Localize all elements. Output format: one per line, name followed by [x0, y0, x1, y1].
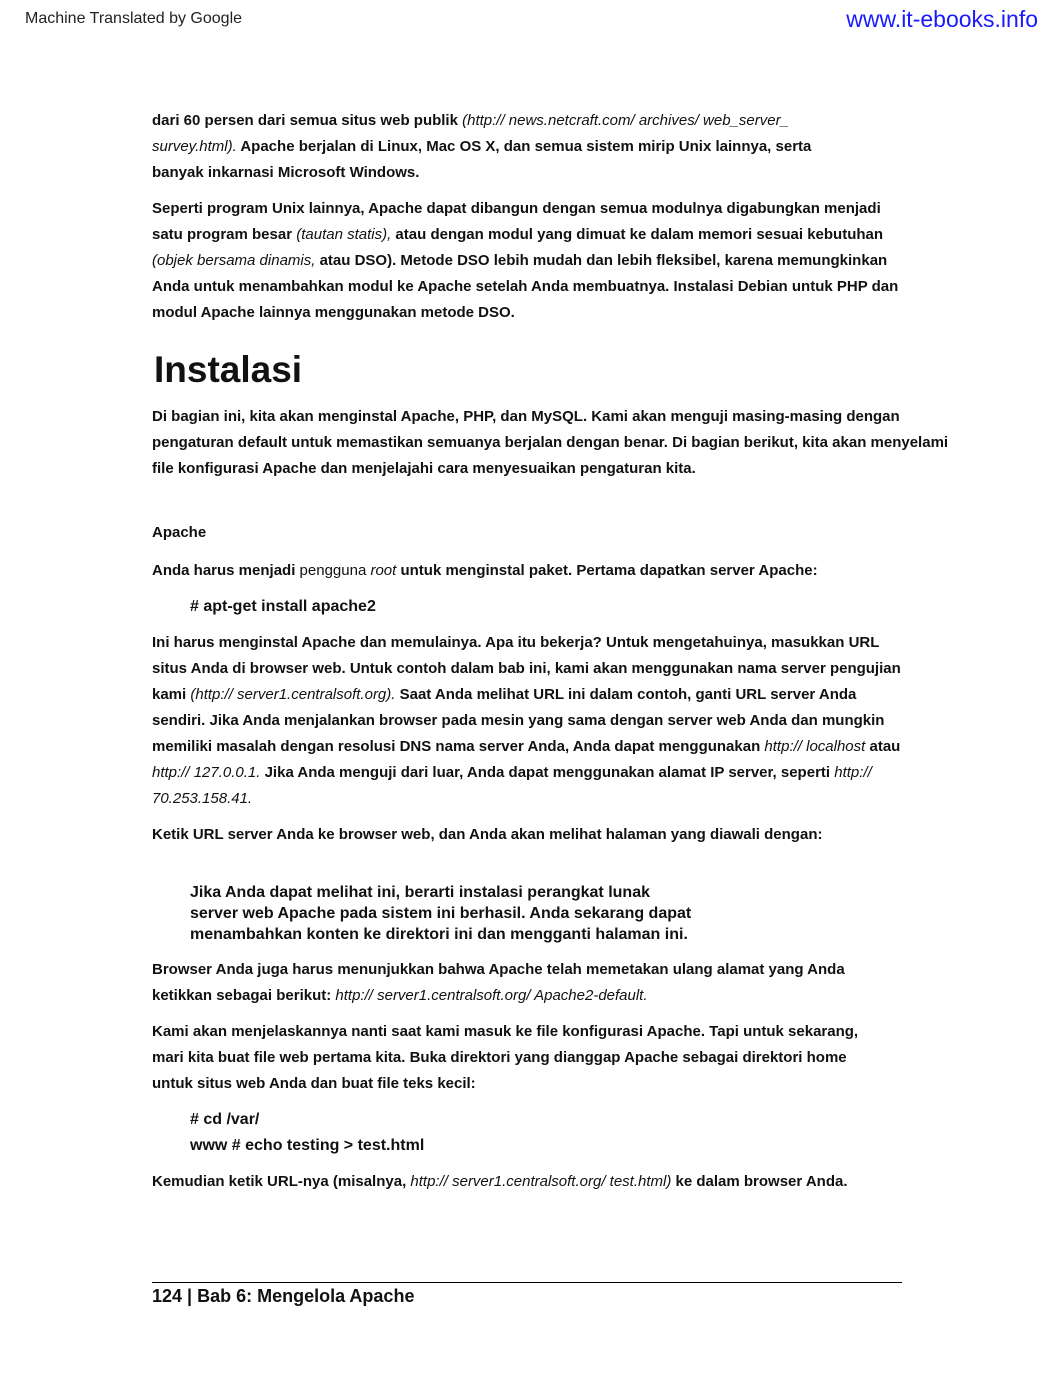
paragraph-3: Di bagian ini, kita akan menginstal Apache, PHP, dan MySQL. Kami akan menguji masing-masing dengan pengaturan default untuk memastikan semuanya berjalan dengan benar. Di bagian berikut, kita akan menyelami file konfigurasi Apache dan menjelajahi cara menyesuaikan pengaturan kita. [152, 408, 949, 477]
machine-translated-label: Machine Translated by Google [25, 10, 243, 27]
paragraph-9-italic: http:// server1.centralsoft.org/ test.html) [410, 1173, 672, 1190]
paragraph-4-text-b: untuk menginstal paket. Pertama dapatkan server Apache: [396, 562, 818, 579]
paragraph-2-text-a: Seperti program Unix lainnya, Apache dapat dibangun dengan semua modulnya digabungkan menjadi satu program besar [152, 200, 881, 243]
paragraph-5-text-a: Ini harus menginstal Apache dan memulainya. Apa itu bekerja? Untuk mengetahuinya, masukkan URL situs Anda di browser web. Untuk contoh dalam bab ini, kami akan menggunakan nama server pengujian kami [152, 634, 901, 703]
paragraph-4 [152, 558, 982, 584]
paragraph-5-italic-4: http:// 70.253.158.41. [152, 764, 872, 807]
paragraph-2-text-c: atau DSO). Metode DSO lebih mudah dan lebih fleksibel, karena memungkinkan Anda untuk menambahkan modul ke Apache setelah Anda membuatnya. Instalasi Debian untuk PHP dan modul Apache lainnya menggunakan metode DSO. [152, 252, 899, 321]
paragraph-6: Ketik URL server Anda ke browser web, dan Anda akan melihat halaman yang diawali dengan: [152, 826, 823, 843]
page-footer: 124 | Bab 6: Mengelola Apache [152, 1286, 415, 1306]
paragraph-5 [152, 630, 907, 812]
paragraph-5-italic-2: http:// localhost [764, 738, 866, 755]
code-block-2-line-2: www # echo testing > test.html [190, 1137, 425, 1154]
paragraph-7-text-a: Browser Anda juga harus menunjukkan bahwa Apache telah memetakan ulang alamat yang Anda ketikkan sebagai berikut: [152, 961, 845, 1004]
paragraph-1-text-a: dari 60 persen dari semua situs web publik [152, 112, 463, 129]
footer-divider [152, 1282, 902, 1283]
paragraph-2-italic-2: (objek bersama dinamis, [152, 252, 316, 269]
paragraph-7 [152, 957, 907, 1009]
netcraft-link: (http:// news.netcraft.com/ archives/ web_server_ survey.html). [152, 112, 789, 155]
paragraph-5-text-d: Jika Anda menguji dari luar, Anda dapat menggunakan alamat IP server, seperti [260, 764, 835, 781]
paragraph-5-italic-1: (http:// server1.centralsoft.org). [190, 686, 396, 703]
paragraph-5-text-b: Saat Anda melihat URL ini dalam contoh, ganti URL server Anda sendiri. Jika Anda menjalankan browser pada mesin yang sama dengan server web Anda dan mungkin memiliki masalah dengan resolusi DNS nama server Anda, Anda dapat menggunakan [152, 686, 885, 755]
subsection-heading: Apache [152, 524, 207, 541]
paragraph-2-text-b: atau dengan modul yang dimuat ke dalam memori sesuai kebutuhan [391, 226, 884, 243]
page-content [152, 108, 982, 1205]
paragraph-8: Kami akan menjelaskannya nanti saat kami masuk ke file konfigurasi Apache. Tapi untuk sekarang, mari kita buat file web pertama kita. Buka direktori yang dianggap Apache sebagai direktori home untuk situs web Anda dan buat file teks kecil: [152, 1023, 859, 1092]
paragraph-2-italic-1: (tautan statis), [296, 226, 392, 243]
quote-line-1: Jika Anda dapat melihat ini, berarti instalasi perangkat lunak [190, 884, 650, 901]
paragraph-4-text-a: Anda harus menjadi [152, 562, 300, 579]
paragraph-9 [152, 1169, 982, 1195]
code-block-1: # apt-get install apache2 [190, 598, 376, 615]
paragraph-4-plain: pengguna [299, 562, 371, 579]
it-ebooks-link[interactable]: www.it-ebooks.info [846, 6, 1038, 32]
code-block-2-line-1: # cd /var/ [190, 1111, 260, 1128]
quote-line-3: menambahkan konten ke direktori ini dan mengganti halaman ini. [190, 926, 688, 943]
paragraph-9-text-a: Kemudian ketik URL-nya (misalnya, [152, 1173, 411, 1190]
section-heading: Instalasi [154, 349, 303, 390]
paragraph-5-text-c: atau [865, 738, 901, 755]
paragraph-9-text-b: ke dalam browser Anda. [671, 1173, 848, 1190]
code-block-2 [190, 1107, 982, 1159]
paragraph-7-italic: http:// server1.centralsoft.org/ Apache2-default. [335, 987, 648, 1004]
paragraph-5-italic-3: http:// 127.0.0.1. [152, 764, 261, 781]
quote-line-2: server web Apache pada sistem ini berhasil. Anda sekarang dapat [190, 905, 692, 922]
paragraph-4-italic: root [370, 562, 397, 579]
quote-block [190, 882, 982, 945]
paragraph-1 [152, 108, 842, 186]
paragraph-2 [152, 196, 912, 326]
paragraph-1-text-b: Apache berjalan di Linux, Mac OS X, dan semua sistem mirip Unix lainnya, serta banyak inkarnasi Microsoft Windows. [152, 138, 812, 181]
